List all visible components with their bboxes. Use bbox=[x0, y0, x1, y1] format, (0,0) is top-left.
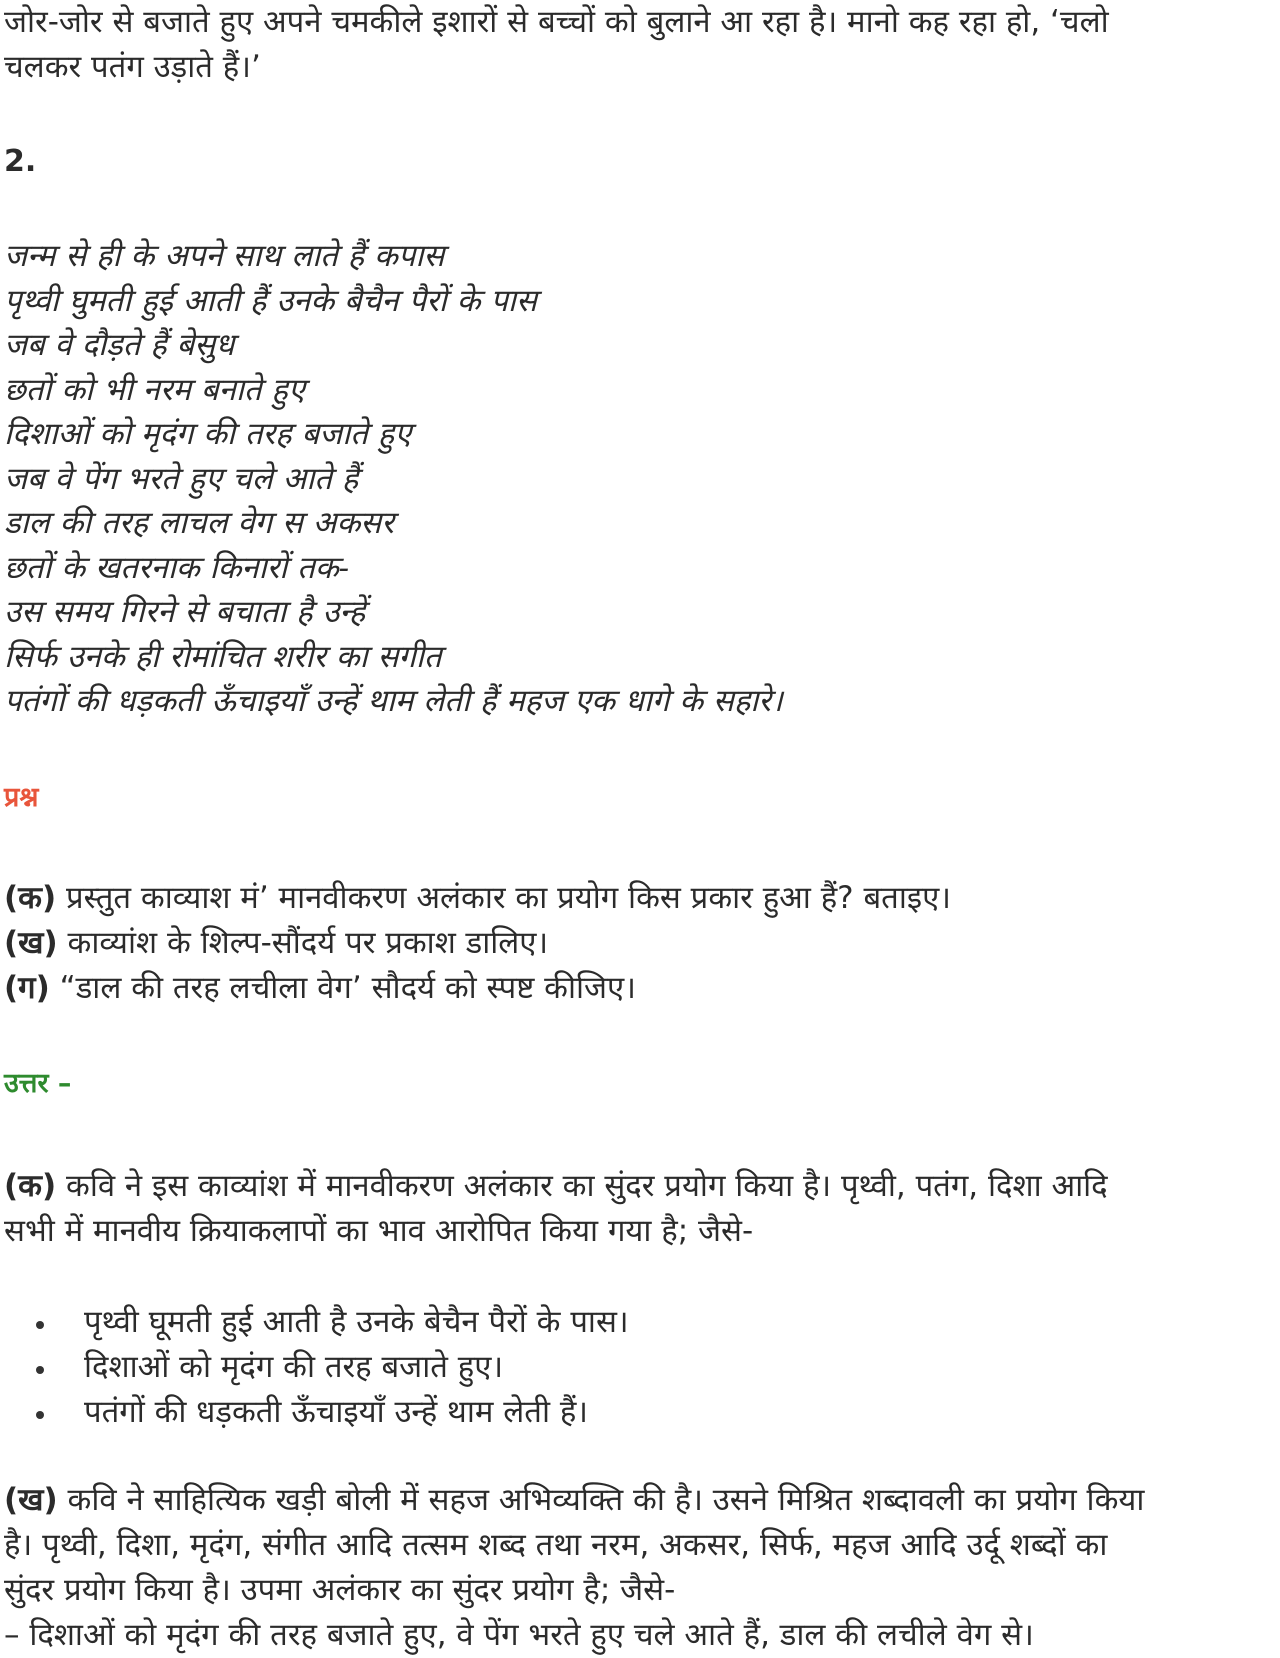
intro-line: जोर-जोर से बजाते हुए अपने चमकीले इशारों से बच्चों को बुलाने आ रहा है। मानो कह रहा हो, ‘चलो bbox=[4, 4, 1109, 40]
poem-line: छतों को भी नरम बनाते हुए bbox=[4, 371, 305, 408]
poem-stanza bbox=[4, 234, 1262, 724]
answer-line bbox=[4, 1164, 1262, 1209]
answer-line: सभी में मानवीय क्रियाकलापों का भाव आरोपित किया गया है; जैसे- bbox=[4, 1213, 754, 1249]
poem-line: जब वे पेंग भरते हुए चले आते हैं bbox=[4, 460, 359, 497]
answer-label: (ख) bbox=[4, 1482, 58, 1518]
poem-line: पतंगों की धड़कती ऊँचाइयाँ उन्हें थाम लेती हैं महज एक धागे के सहारे। bbox=[4, 683, 783, 719]
answer-line: – दिशाओं को मृदंग की तरह बजाते हुए, वे पेंग भरते हुए चले आते हैं, डाल की लचीले वेग से। bbox=[4, 1617, 1034, 1653]
questions-heading: प्रश्न bbox=[4, 782, 39, 813]
answers-heading: उत्तर – bbox=[4, 1068, 72, 1099]
answer-line: सुंदर प्रयोग किया है। उपमा अलंकार का सुंदर प्रयोग है; जैसे- bbox=[4, 1572, 676, 1608]
answer-label: (क) bbox=[4, 1168, 57, 1204]
poem-line: जब वे दौड़ते हैं बेसुध bbox=[4, 327, 235, 363]
poem-line: डाल की तरह लाचल वेग स अकसर bbox=[4, 505, 394, 541]
question-text: प्रस्तुत काव्याश मं’ मानवीकरण अलंकार का प्रयोग किस प्रकार हुआ हैं? बताइए। bbox=[56, 880, 951, 916]
bullet-item: पतंगों की धड़कती ऊँचाइयाँ उन्हें थाम लेती हैं। bbox=[0, 1390, 1262, 1435]
answer-text: कवि ने इस काव्यांश में मानवीकरण अलंकार का सुंदर प्रयोग किया है। पृथ्वी, पतंग, दिशा आदि bbox=[56, 1168, 1108, 1204]
answer-bullet-list bbox=[0, 1300, 1262, 1435]
answer-ka bbox=[4, 1164, 1262, 1254]
questions-list bbox=[4, 876, 1262, 1011]
question-label: (ख) bbox=[4, 925, 58, 961]
bullet-item: दिशाओं को मृदंग की तरह बजाते हुए। bbox=[0, 1345, 1262, 1390]
poem-line: जन्म से ही के अपने साथ लाते हैं कपास bbox=[4, 238, 445, 274]
bullet-item: पृथ्वी घूमती हुई आती है उनके बेचैन पैरों के पास। bbox=[0, 1300, 1262, 1345]
intro-line: चलकर पतंग उड़ाते हैं।’ bbox=[4, 49, 261, 85]
answer-kha bbox=[4, 1478, 1262, 1658]
answer-text: कवि ने साहित्यिक खड़ी बोली में सहज अभिव्यक्ति की है। उसने मिश्रित शब्दावली का प्रयोग किया bbox=[57, 1482, 1145, 1518]
poem-line: छतों के खतरनाक किनारों तक- bbox=[4, 549, 350, 586]
poem-line: पृथ्वी घुमती हुई आती हैं उनके बैचैन पैरों के पास bbox=[4, 282, 537, 319]
question-number: 2. bbox=[4, 144, 37, 179]
question-item bbox=[4, 921, 1262, 966]
intro-paragraph bbox=[4, 0, 1262, 90]
poem-line: दिशाओं को मृदंग की तरह बजाते हुए bbox=[4, 416, 412, 452]
poem-line: सिर्फ उनके ही रोमांचित शरीर का सगीत bbox=[4, 638, 442, 675]
question-text: “डाल की तरह लचीला वेग’ सौदर्य को स्पष्ट कीजिए। bbox=[49, 970, 636, 1006]
poem-line: उस समय गिरने से बचाता है उन्हें bbox=[4, 594, 366, 630]
answer-line: है। पृथ्वी, दिशा, मृदंग, संगीत आदि तत्सम शब्द तथा नरम, अकसर, सिर्फ, महज आदि उर्दू शब्दों का bbox=[4, 1527, 1108, 1563]
question-label: (ग) bbox=[4, 970, 50, 1006]
question-item bbox=[4, 876, 1262, 921]
question-text: काव्यांश के शिल्प-सौंदर्य पर प्रकाश डालिए। bbox=[57, 925, 549, 961]
question-label: (क) bbox=[4, 880, 57, 916]
answer-line bbox=[4, 1478, 1262, 1523]
question-item bbox=[4, 966, 1262, 1011]
